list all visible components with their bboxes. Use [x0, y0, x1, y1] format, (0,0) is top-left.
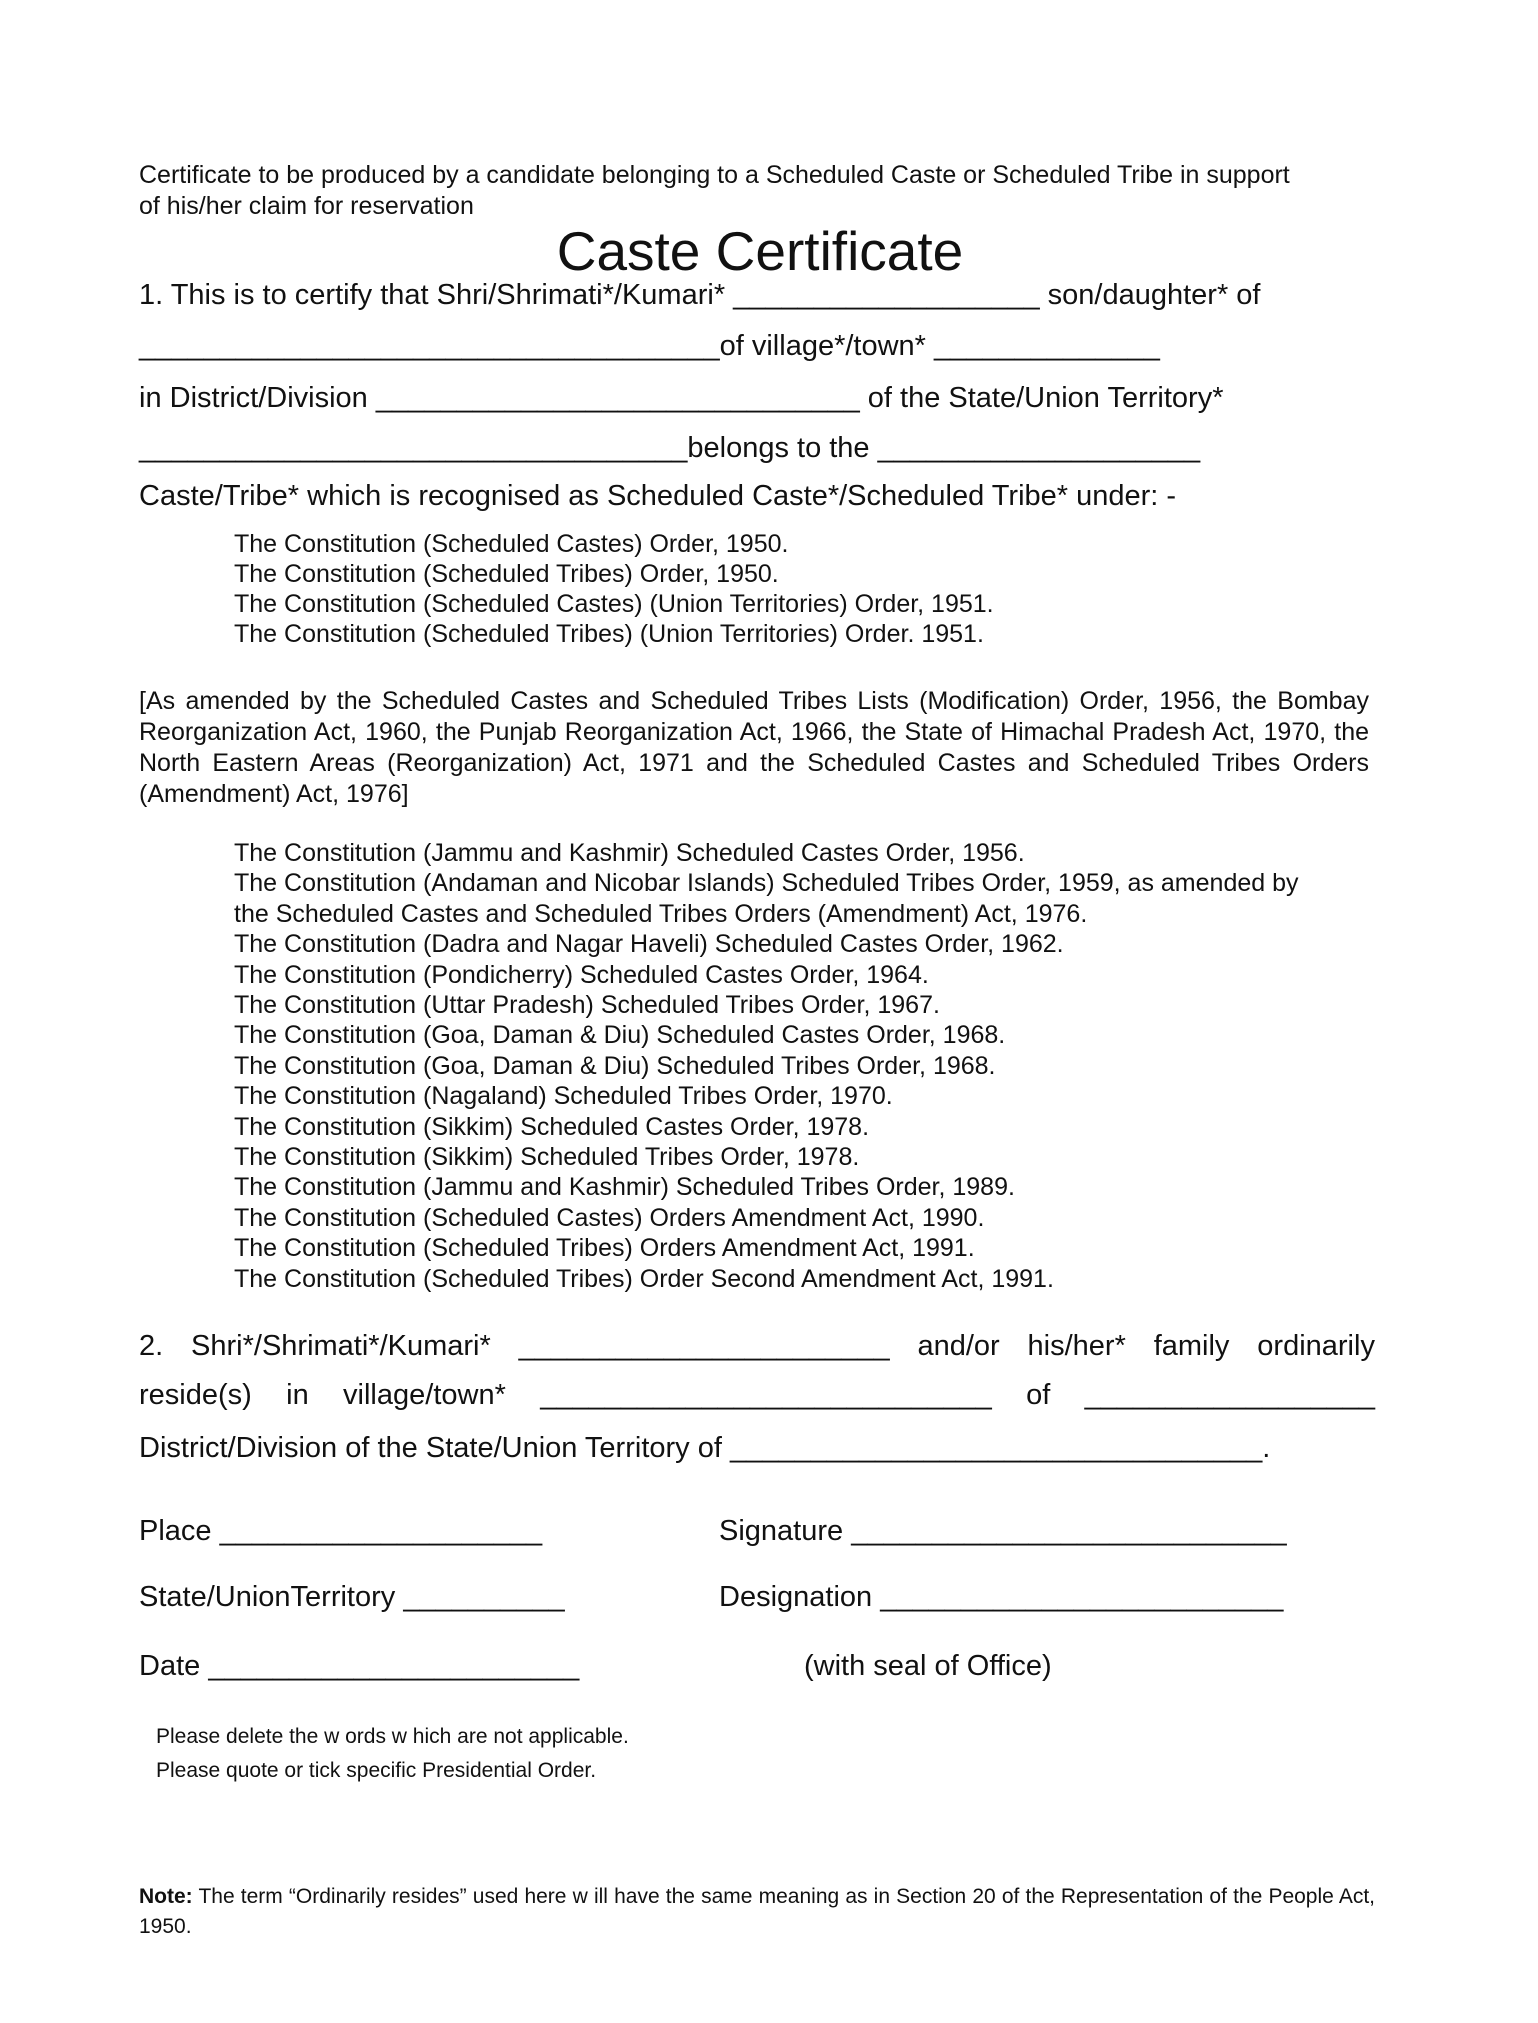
- list-item: The Constitution (Jammu and Kashmir) Scheduled Castes Order, 1956.: [234, 839, 1025, 867]
- section2-part: reside(s): [139, 1379, 252, 1411]
- section1-line-2: ____________________________________of village*/town* ______________: [139, 330, 1160, 362]
- list-item: The Constitution (Jammu and Kashmir) Scheduled Tribes Order, 1989.: [234, 1173, 1015, 1202]
- state-field: State/UnionTerritory __________: [139, 1581, 565, 1613]
- list-item: The Constitution (Scheduled Castes) (Union Territories) Order, 1951.: [234, 590, 994, 618]
- seal-note: (with seal of Office): [804, 1650, 1052, 1682]
- section2-line-3: District/Division of the State/Union Territory of _________________________________.: [139, 1432, 1271, 1464]
- section2-line-2: [139, 1377, 1375, 1413]
- list-item: The Constitution (Dadra and Nagar Haveli) Scheduled Castes Order, 1962.: [234, 930, 1064, 959]
- list-item: The Constitution (Uttar Pradesh) Scheduled Tribes Order, 1967.: [234, 991, 940, 1020]
- section2-number: 2.: [139, 1330, 164, 1362]
- section1-line-4: __________________________________belongs to the ____________________: [139, 432, 1201, 464]
- section1-line-3: in District/Division ______________________________ of the State/Union Territory*: [139, 382, 1224, 414]
- designation-field: Designation _________________________: [719, 1581, 1284, 1613]
- list-item: The Constitution (Andaman and Nicobar Islands) Scheduled Tribes Order, 1959, as amended by: [234, 869, 1299, 898]
- list-item: The Constitution (Sikkim) Scheduled Castes Order, 1978.: [234, 1112, 870, 1141]
- list-item: The Constitution (Scheduled Castes) Orders Amendment Act, 1990.: [234, 1203, 985, 1232]
- section2-part: ____________________________: [540, 1379, 992, 1411]
- list-item: The Constitution (Scheduled Tribes) Orders Amendment Act, 1991.: [234, 1234, 975, 1263]
- delete-note: Please delete the w ords w hich are not applicable.: [156, 1725, 629, 1748]
- section1-line-5: Caste/Tribe* which is recognised as Scheduled Caste*/Scheduled Tribe* under: -: [139, 480, 1177, 512]
- list-item: The Constitution (Scheduled Tribes) Order, 1950.: [234, 560, 779, 588]
- note-label: Note:: [139, 1885, 193, 1908]
- section2-part: and/or: [917, 1330, 1000, 1362]
- section2-part: his/her*: [1027, 1330, 1126, 1362]
- amendment-paragraph: [As amended by the Scheduled Castes and Scheduled Tribes Lists (Modification) Order, 1956, the Bombay Reorganization Act, 1960, the Punjab Reorganization Act, 1966, the State of Himachal Pradesh Act, 1970, the North Eastern Areas (Reorganization) Act, 1971 and the Scheduled Castes and Scheduled Tribes Orders (Amendment) Act, 1976]: [139, 687, 1369, 808]
- section2-part: Shri*/Shrimati*/Kumari*: [191, 1330, 491, 1362]
- date-field: Date _______________________: [139, 1650, 580, 1682]
- section2-part: in: [286, 1379, 309, 1411]
- section2-part: village/town*: [343, 1379, 506, 1411]
- list-item: The Constitution (Scheduled Castes) Order, 1950.: [234, 530, 789, 558]
- orders-list-2: [234, 838, 1299, 1294]
- intro-line-1: Certificate to be produced by a candidate belonging to a Scheduled Caste or Scheduled Tribe in support: [139, 161, 1290, 189]
- list-item: The Constitution (Scheduled Tribes) (Union Territories) Order. 1951.: [234, 620, 984, 648]
- list-item: The Constitution (Goa, Daman & Diu) Scheduled Tribes Order, 1968.: [234, 1051, 996, 1080]
- orders-list-1: [234, 529, 994, 649]
- page-title: Caste Certificate: [556, 220, 964, 282]
- section2-part: family: [1153, 1330, 1230, 1362]
- section1-line-1: 1. This is to certify that Shri/Shrimati*/Kumari* ___________________ son/daughter* of: [139, 279, 1261, 311]
- list-item: The Constitution (Pondicherry) Scheduled Castes Order, 1964.: [234, 960, 929, 989]
- list-item: The Constitution (Nagaland) Scheduled Tribes Order, 1970.: [234, 1082, 893, 1111]
- section2-part: __________________: [1084, 1379, 1375, 1411]
- intro-text: [139, 160, 1290, 222]
- section2-part: of: [1026, 1379, 1051, 1411]
- intro-line-2: of his/her claim for reservation: [139, 192, 474, 220]
- place-field: Place ____________________: [139, 1515, 543, 1547]
- section2-part: _______________________: [518, 1330, 890, 1362]
- signature-field: Signature ___________________________: [719, 1515, 1287, 1547]
- list-item: the Scheduled Castes and Scheduled Tribes Orders (Amendment) Act, 1976.: [234, 899, 1088, 928]
- note-text: The term “Ordinarily resides” used here w ill have the same meaning as in Section 20 of the Representation of the People Act, 1950.: [139, 1885, 1375, 1938]
- note-paragraph: [139, 1882, 1375, 1942]
- quote-note: Please quote or tick specific Presidential Order.: [156, 1759, 597, 1782]
- list-item: The Constitution (Sikkim) Scheduled Tribes Order, 1978.: [234, 1143, 860, 1172]
- list-item: The Constitution (Goa, Daman & Diu) Scheduled Castes Order, 1968.: [234, 1021, 1006, 1050]
- list-item: The Constitution (Scheduled Tribes) Order Second Amendment Act, 1991.: [234, 1264, 1054, 1293]
- section2-line-1: [139, 1328, 1375, 1364]
- section2-part: ordinarily: [1257, 1330, 1375, 1362]
